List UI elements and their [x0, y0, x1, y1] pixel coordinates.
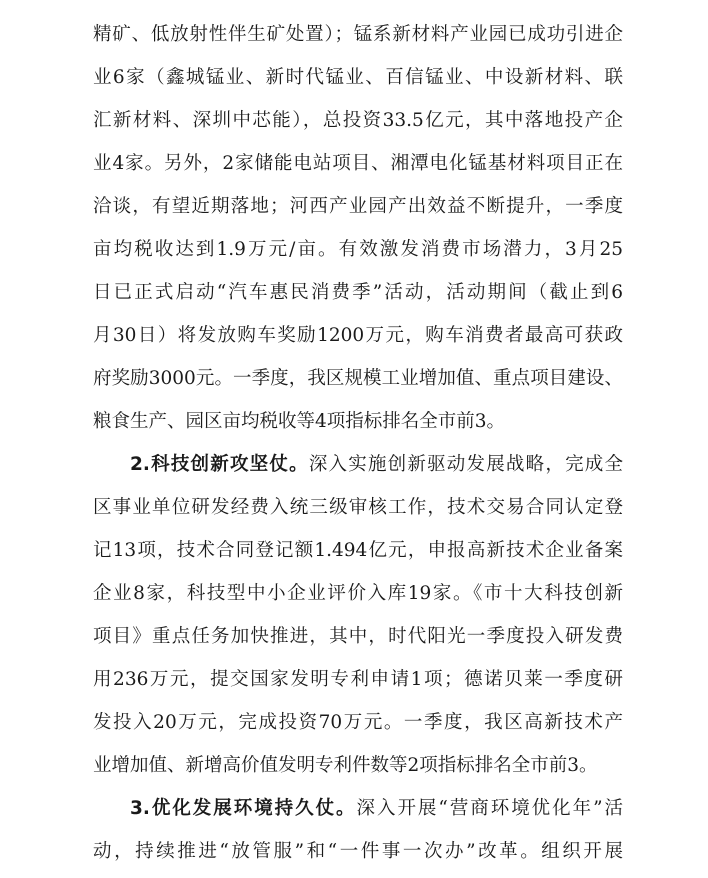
paragraph-2-line-7: 发投入20万元，完成投资70万元。一季度，我区高新技术产 [93, 712, 623, 733]
paragraph-1-line-4: 业4家。另外，2家储能电站项目、湘潭电化锰基材料项目正在 [93, 153, 623, 174]
paragraph-3-line-2: 动，持续推进“放管服”和“一件事一次办”改革。组织开展 [93, 841, 623, 862]
section-heading-2: 2.科技创新攻坚仗。 [130, 454, 309, 475]
paragraph-2-line-6: 用236万元，提交国家发明专利申请1项；德诺贝莱一季度研 [93, 669, 623, 690]
paragraph-1-line-10: 粮食生产、园区亩均税收等4项指标排名全市前3。 [93, 411, 506, 432]
paragraph-1-line-6: 亩均税收达到1.9万元/亩。有效激发消费市场潜力，3月25 [93, 239, 623, 260]
paragraph-2-line-1 [130, 448, 623, 482]
paragraph-2-line-8: 业增加值、新增高价值发明专利件数等2项指标排名全市前3。 [93, 755, 598, 776]
paragraph-1-line-7: 日已正式启动“汽车惠民消费季”活动，活动期间（截止到6 [93, 282, 623, 303]
section-heading-3: 3.优化发展环境持久仗。 [130, 798, 357, 819]
paragraph-1-line-8: 月30日）将发放购车奖励1200万元，购车消费者最高可获政 [93, 325, 623, 346]
paragraph-3-first-line-text: 深入开展“营商环境优化年”活 [356, 798, 623, 819]
paragraph-2-first-line-text: 深入实施创新驱动发展战略，完成全 [308, 454, 623, 475]
paragraph-2-line-4: 企业8家，科技型中小企业评价入库19家。《市十大科技创新 [93, 583, 623, 604]
paragraph-2-line-5: 项目》重点任务加快推进，其中，时代阳光一季度投入研发费 [93, 626, 623, 647]
paragraph-1-line-5: 洽谈，有望近期落地；河西产业园产出效益不断提升，一季度 [93, 196, 623, 217]
paragraph-1-line-3: 汇新材料、深圳中芯能），总投资33.5亿元，其中落地投产企 [93, 110, 623, 131]
paragraph-2-line-2: 区事业单位研发经费入统三级审核工作，技术交易合同认定登 [93, 497, 623, 518]
paragraph-1-line-1: 精矿、低放射性伴生矿处置）；锰系新材料产业园已成功引进企 [93, 24, 623, 45]
paragraph-1-line-9: 府奖励3000元。一季度，我区规模工业增加值、重点项目建设、 [93, 368, 623, 389]
paragraph-1-line-2: 业6家（鑫城锰业、新时代锰业、百信锰业、中设新材料、联 [93, 67, 623, 88]
paragraph-2-line-3: 记13项，技术合同登记额1.494亿元，申报高新技术企业备案 [93, 540, 623, 561]
paragraph-3-line-1 [130, 792, 623, 826]
